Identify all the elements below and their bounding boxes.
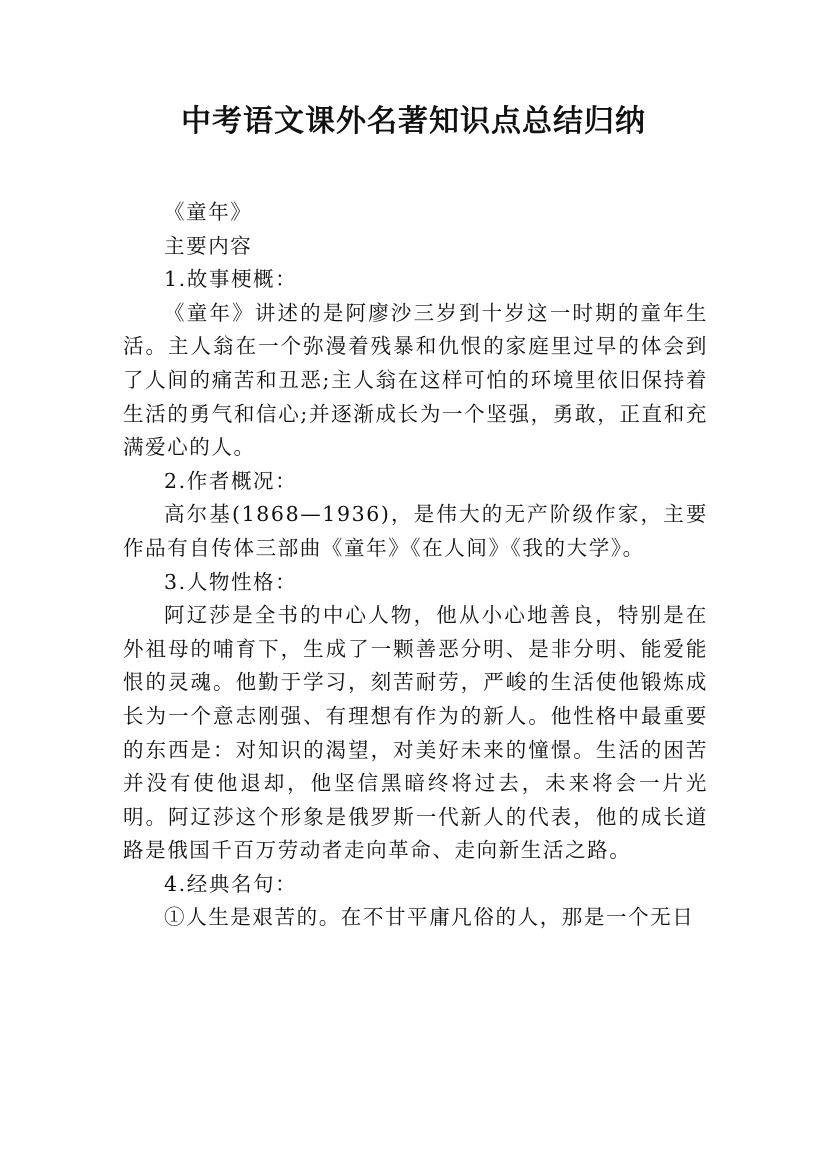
subheading-story-summary: 1.故事梗概： [164,267,298,292]
section-heading-main-content: 主要内容 [164,233,253,258]
document-title: 中考语文课外名著知识点总结归纳 [181,104,646,139]
paragraph-author-overview: 高尔基(1868—1936)，是伟大的无产阶级作家，主要作品有自传体三部曲《童年》《在人间》《我的大学》。 [123,502,708,560]
paragraph-story-summary: 《童年》讲述的是阿廖沙三岁到十岁这一时期的童年生活。主人翁在一个弥漫着残暴和仇恨的家庭里过早的体会到了人间的痛苦和丑恶;主人翁在这样可怕的环境里依旧保持着生活的勇气和信心;并逐渐成长为一个坚强，勇敢，正直和充满爱心的人。 [123,300,708,460]
document-body [123,196,708,935]
paragraph-classic-quote-1: ①人生是艰苦的。在不甘平庸凡俗的人，那是一个无日 [164,905,695,930]
book-title-paragraph: 《童年》 [164,200,253,224]
paragraph-character-traits: 阿辽莎是全书的中心人物，他从小心地善良，特别是在外祖母的哺育下，生成了一颗善恶分明、是非分明、能爱能恨的灵魂。他勤于学习，刻苦耐劳，严峻的生活使他锻炼成长为一个意志刚强、有理想有作为的新人。他性格中最重要的东西是：对知识的渴望，对美好未来的憧憬。生活的困苦并没有使他退却，他坚信黑暗终将过去，未来将会一片光明。阿辽莎这个形象是俄罗斯一代新人的代表，他的成长道路是俄国千百万劳动者走向革命、走向新生活之路。 [123,603,708,863]
subheading-author-overview: 2.作者概况： [164,468,298,493]
subheading-character-traits: 3.人物性格： [164,569,298,594]
subheading-classic-quotes: 4.经典名句： [164,871,298,896]
